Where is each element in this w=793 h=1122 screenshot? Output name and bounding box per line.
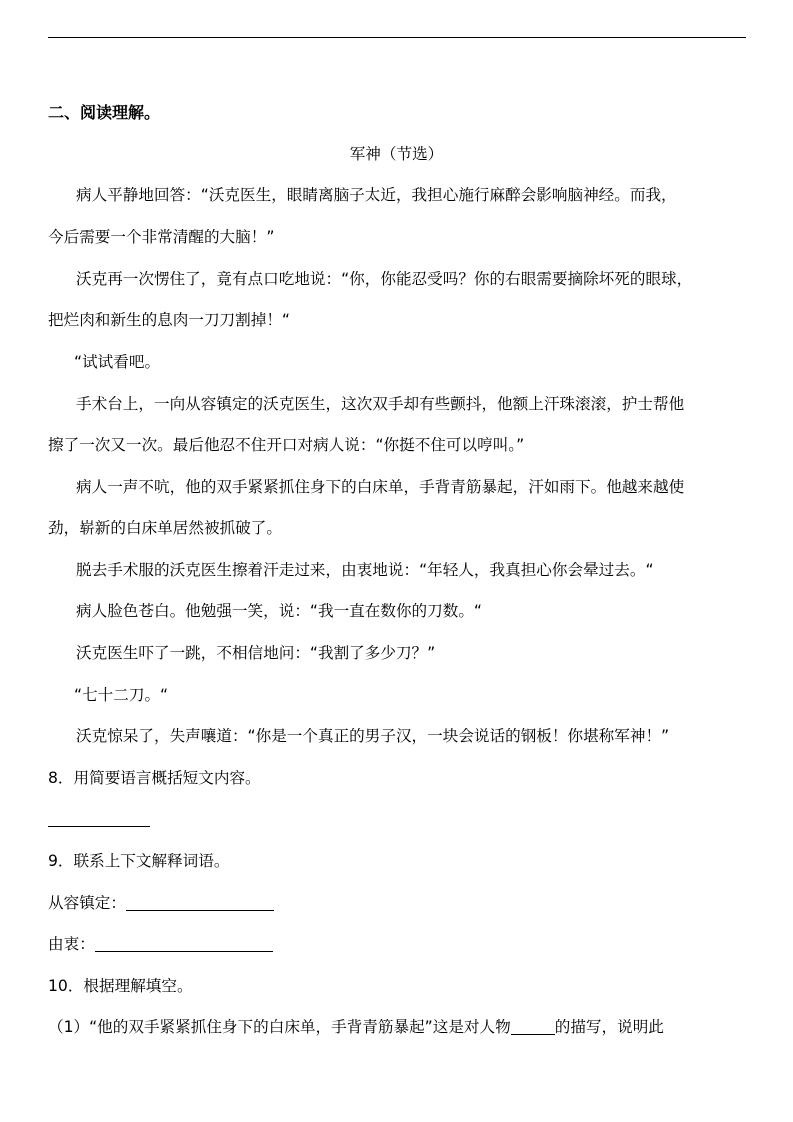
question-9: 9．联系上下文解释词语。 xyxy=(48,852,230,870)
q9-term-1: 从容镇定： xyxy=(48,894,126,912)
header-rule xyxy=(48,37,746,38)
paragraph-line: “试试看吧。 xyxy=(74,353,161,371)
q9-term-2-row xyxy=(48,934,748,954)
paragraph-line: 病人平静地回答：“沃克医生，眼睛离脑子太近，我担心施行麻醉会影响脑神经。而我， xyxy=(76,186,677,204)
paragraph-line: 今后需要一个非常清醒的大脑！” xyxy=(48,228,275,246)
paragraph-line: “七十二刀。“ xyxy=(74,686,169,704)
q10-sub-1-after: 的描写，说明此 xyxy=(554,1018,664,1036)
q9-term-1-row xyxy=(48,893,748,913)
q10-sub-1 xyxy=(48,1017,748,1037)
question-10: 10．根据理解填空。 xyxy=(48,977,193,995)
paragraph-line: 手术台上，一向从容镇定的沃克医生，这次双手却有些颤抖，他额上汗珠滚滚，护士帮他 xyxy=(76,395,685,413)
q10-sub-1-blank[interactable] xyxy=(511,1018,555,1035)
section-heading: 二、阅读理解。 xyxy=(48,103,161,122)
q10-sub-1-before: （1）“他的双手紧紧抓住身下的白床单，手背青筋暴起”这是对人物 xyxy=(48,1018,511,1036)
paragraph-line: 脱去手术服的沃克医生擦着汗走过来，由衷地说：“年轻人，我真担心你会晕过去。“ xyxy=(76,561,654,579)
q9-term-1-blank[interactable] xyxy=(126,894,274,911)
paragraph-line: 沃克惊呆了，失声嚷道：“你是一个真正的男子汉，一块会说话的钢板！你堪称军神！” xyxy=(76,727,670,745)
q9-term-2-blank[interactable] xyxy=(95,935,273,952)
paragraph-line: 病人脸色苍白。他勉强一笑，说：“我一直在数你的刀数。“ xyxy=(76,602,483,620)
article-title: 军神（节选） xyxy=(349,145,444,163)
paragraph-line: 病人一声不吭，他的双手紧紧抓住身下的白床单，手背青筋暴起，汗如雨下。他越来越使 xyxy=(76,478,685,496)
paragraph-line: 擦了一次又一次。最后他忍不住开口对病人说：“你挺不住可以哼叫。” xyxy=(48,436,525,454)
paragraph-line: 沃克再一次愣住了，竟有点口吃地说：“你，你能忍受吗？你的右眼需要摘除坏死的眼球， xyxy=(76,270,693,288)
question-8: 8．用简要语言概括短文内容。 xyxy=(48,769,261,787)
paragraph-line: 把烂肉和新生的息肉一刀刀割掉！“ xyxy=(48,311,290,329)
q9-term-2: 由衷： xyxy=(48,935,95,953)
paragraph-line: 劲，崭新的白床单居然被抓破了。 xyxy=(48,519,282,537)
q8-answer-blank[interactable] xyxy=(48,826,150,827)
paragraph-line: 沃克医生吓了一跳，不相信地问：“我割了多少刀？” xyxy=(76,644,436,662)
